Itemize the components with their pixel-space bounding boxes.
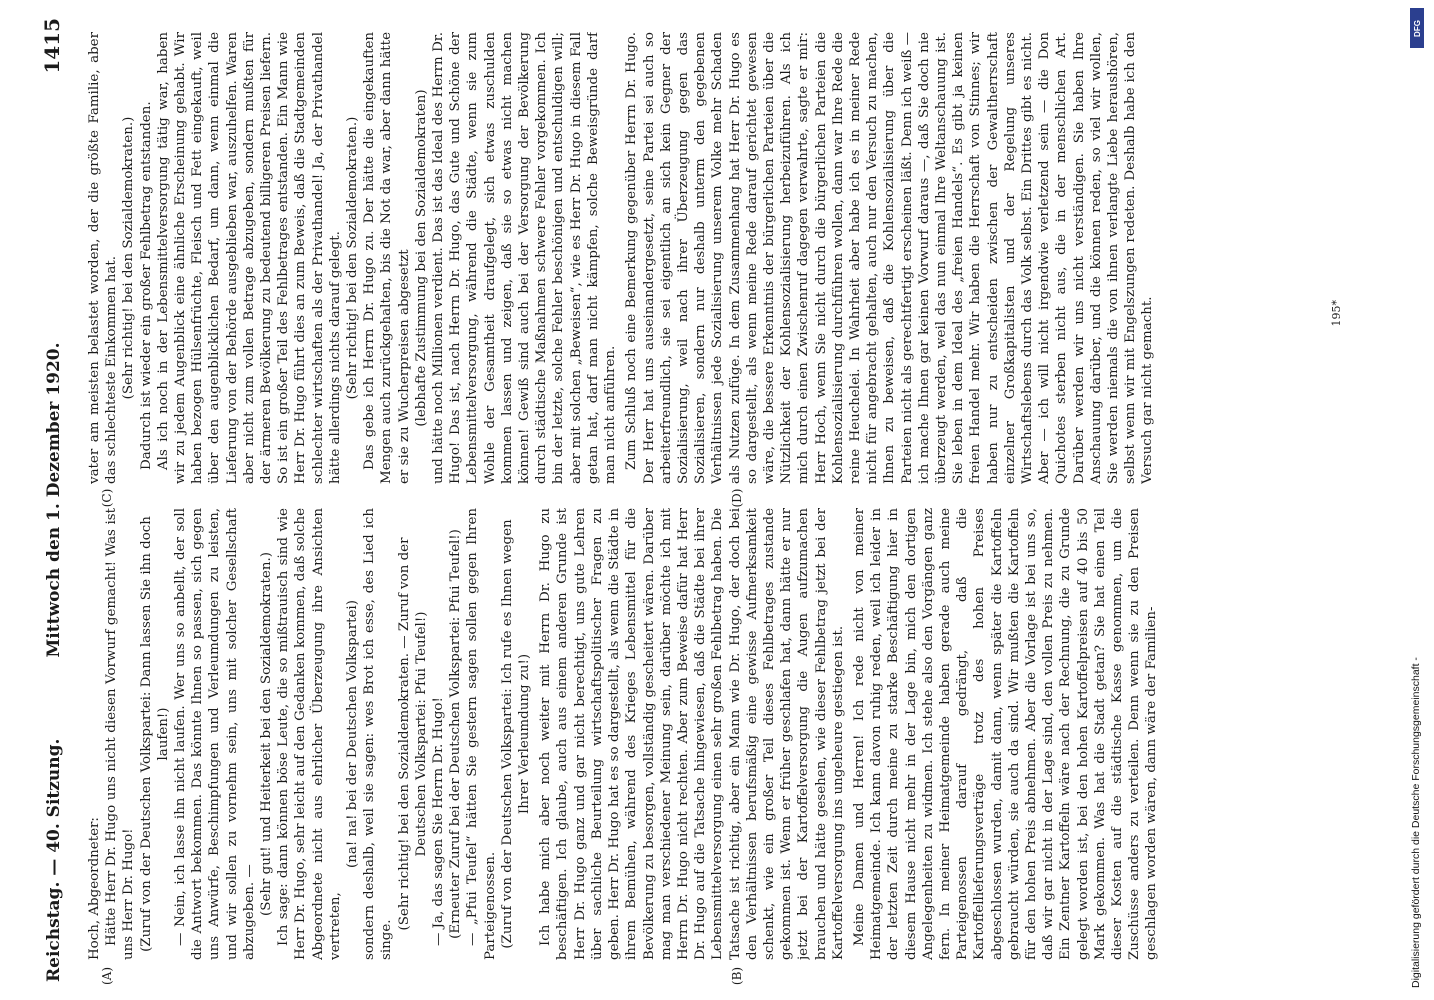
paragraph: — „Pfui Teufel“ hätten Sie gestern sagen sollen gegen Ihren Parteigenossen. <box>465 508 498 960</box>
interjection: (lebhafte Zustimmung bei den Sozialdemokraten) <box>413 89 429 427</box>
paragraph: sondern deshalb, weil sie sagen: wes Brot ich esse, des Lied ich singe. <box>362 508 395 960</box>
paragraph: Ich habe mich aber noch weiter mit Herrn Dr. Hugo zu beschäftigen. Ich glaube, auch aus einem anderen Grunde ist Herr Dr. Hugo ganz und gar nicht berechtigt, uns gute Lehren über sachliche Beurteilung wirtschaftspolitischer Fragen zu geben. Herr Dr. Hugo hat es so dargestellt, als wenn die Städte in ihrem Bemühen, während des Krieges Lebensmittel für die Bevölkerung zu besorgen, vollständig gescheitert wären. Darüber mag man verschiedener Meinung sein, darüber möchte ich mit Herrn Dr. Hugo nicht rechten. Aber zum Beweise dafür hat Herr Dr. Hugo auf die Tatsache hingewiesen, daß die Städte bei ihrer Lebensmittelversorgung einen sehr großen Fehlbetrag haben. Die Tatsache ist richtig, aber ein Mann wie Dr. Hugo, der doch bei den Verhältnissen berufsmäßig eine gewisse Aufmerksamkeit schenkt, wie ein großer Teil dieses Fehlbetrages zustande gekommen ist. Wenn er früher geschlafen hat, dann hätte er nur jetzt bei der Kartoffelversorgung die Augen aufzumachen brauchen und hätte gesehen, wie dieser Fehlbetrag jetzt bei der Kartoffelversorgung ins ungeheure gestiegen ist. <box>538 508 846 960</box>
interjection: (Zuruf von der Deutschen Volkspartei: Ich rufe es Ihnen wegen Ihrer Verleumdung zu!) <box>499 519 533 949</box>
page-number: 1415 <box>40 18 64 74</box>
rotated-page <box>30 0 1350 1000</box>
credit-text: Digitalisierung gefördert durch die Deutsche Forschungsgemeinschaft - <box>1410 657 1422 988</box>
margin-marker-a: (A) <box>100 966 114 986</box>
page-header <box>30 18 78 982</box>
paragraph: Meine Damen und Herren! Ich rede nicht von meiner Heimatgemeinde. Ich kann davon ruhig reden, weil ich leider in der letzten Zeit durch meine zu starke Beschäftigung hier in diesem Hause nicht mehr in der Lage bin, mich den dortigen Angelegenheiten zu widmen. Ich stehe also den Vorgängen ganz fern. In meiner Heimatgemeinde haben gerade auch meine Parteigenossen darauf gedrängt, daß die Kartoffellieferungsverträge trotz des hohen Preises abgeschlossen wurden, damit dann, wenn später die Kartoffeln gebraucht würden, sie auch da sind. Wir mußten die Kartoffeln für den hohen Preis abnehmen. Aber die Vorlage ist bei uns so, daß wir gar nicht in der Lage sind, den vollen Preis zu nehmen. Ein Zentner Kartoffeln wäre nach der Rechnung, die zu Grunde gelegt worden ist, bei den hohen Kartoffelpreisen auf 40 bis 50 Mark gekommen. Was hat die Stadt getan? Sie hat einen Teil dieser Kosten auf die städtische Kasse genommen, um die Zuschüsse anders zu verteilen. Denn wenn sie zu den Preisen geschlagen worden wären, dann wäre der Familien- <box>851 508 1160 960</box>
margin-marker-b: (B) <box>730 966 744 986</box>
paragraph: Als ich noch in der Lebensmittelversorgung tätig war, haben wir zu jedem Augenblick eine ähnliche Erscheinung gehabt. Wir haben bezogen Hülsenfrüchte, Fleisch und Fett eingekauft, weil über den augenblicklichen Bedarf, um dann, wenn einmal die Lieferung von der Behörde ausgeblieben war, auszuhelfen. Waren aber nicht zum vollen Betrage abzugeben, sondern mußten für der ärmeren Bevölkerung zu bedeutend billigeren Preisen liefern. So ist ein großer Teil des Fehlbetrages entstanden. Ein Mann wie Herr Dr. Hugo führt dies an zum Beweis, daß die Stadtgemeinden schlechter wirtschaften als der Privathandel! Ja, der Privathandel hätte allerdings nichts darauf gelegt. <box>155 32 343 484</box>
interjection: (Sehr richtig! bei den Sozialdemokraten.) <box>345 116 361 400</box>
digitization-credit <box>1408 8 1430 992</box>
header-date: Mittwoch den 1. Dezember 1920. <box>44 342 64 658</box>
paragraph: Das gebe ich Herrn Dr. Hugo zu. Der hätte die eingekauften Mengen auch zurückgehalten, bis die Not da war, aber dann hätte er sie zu Wucherpreisen abgesetzt <box>362 32 412 484</box>
interjection: (Zuruf von der Deutschen Volkspartei: Dann lassen Sie ihn doch laufen!) <box>138 516 171 952</box>
interjection: (Sehr richtig! bei den Sozialdemokraten.) <box>121 116 137 400</box>
paragraph: und hätte noch Millionen verdient. Das ist das Ideal des Herrn Dr. Hugo! Das ist, nach Herrn Dr. Hugo, das Gute und Schöne der Lebensmittelversorgung, während die Städte, wenn sie zum Wohle der Gesamtheit draufgelegt, sich etwas zuschulden kommen lassen und zeigen, daß sie so etwas nicht machen können! Gewiß sind auch bei der Versorgung der Bevölkerung durch städtische Maßnahmen schwere Fehler vorgekommen. Ich bin der letzte, solche Fehler beschönigen und entschuldigen will; aber mit solchen „Beweisen“, wie es Herr Dr. Hugo in diesem Fall getan hat, darf man nicht kämpfen, solche Beweisgründe darf man nicht anführen. <box>431 32 619 484</box>
paragraph: — Nein, ich lasse ihn nicht laufen. Wer uns so anbellt, der soll die Antwort bekommen. Das könnte Ihnen so passen, sich gegen uns Anwürfe, Beschimpfungen und Verleumdungen zu leisten, und wir sollen zu vornehm sein, uns mit solcher Gesellschaft abzugeben. — <box>173 508 257 960</box>
speaker-line: Hoch, Abgeordneter: <box>87 817 102 960</box>
right-text-column <box>86 32 1326 484</box>
interjection: (Erneuter Zuruf bei der Deutschen Volkspartei: Pfui Teufel!) <box>448 529 464 939</box>
paragraph: vater am meisten belastet worden, der die größte Familie, aber das schlechteste Einkommen hat. <box>87 32 120 484</box>
paragraph: Hätte Herr Dr. Hugo uns nicht diesen Vorwurf gemacht! Was ist uns Herr Dr. Hugo! <box>104 508 137 960</box>
interjection: (na! na! bei der Deutschen Volkspartei) <box>345 600 361 868</box>
paragraph: — Ja, das sagen Sie Herrn Dr. Hugo! <box>431 697 447 946</box>
margin-marker-c: (C) <box>100 488 114 508</box>
margin-marker-d: (D) <box>730 488 744 508</box>
header-left-title: Reichstag. — 40. Sitzung. <box>44 738 64 982</box>
paragraph: Ich sage: dann können böse Leute, die so mißtrauisch sind wie Herr Dr. Hugo, sehr leicht auf den Gedanken kommen, daß solche Abgeordnete nicht aus ehrlicher Überzeugung ihre Ansichten vertreten, <box>276 508 343 960</box>
interjection: (Sehr richtig! bei den Sozialdemokraten. — Zuruf von der Deutschen Volkspartei: Pfui Teufel!) <box>396 537 429 931</box>
interjection: (Sehr gut! und Heiterkeit bei den Sozialdemokraten.) <box>259 552 275 916</box>
left-text-column <box>86 508 1326 960</box>
dfg-logo: DFG <box>1410 8 1424 48</box>
paragraph: Dadurch ist wieder ein großer Fehlbetrag entstanden. <box>138 101 154 470</box>
page-footer-signature: 195* <box>1330 300 1343 327</box>
paragraph: Zum Schluß noch eine Bemerkung gegenüber Herrn Dr. Hugo. Der Herr hat uns auseinandergesetzt, seine Partei sei auch so arbeiterfreundlich, sie sei eigentlich an sich kein Gegner der Sozialisierung, weil nach ihrer Überzeugung gegen das Sozialisieren, sondern nur deshalb unterm den gegebenen Verhältnissen jede Sozialisierung unserem Volke mehr Schaden als Nutzen zufüge. In dem Zusammenhang hat Herr Dr. Hugo es so dargestellt, als wenn meine Rede darauf gerichtet gewesen wäre, die bessere Erkenntnis der bürgerlichen Parteien über die Nützlichkeit der Kohlensozialisierung herbeizuführen. Als ich mich durch einen Zwischenruf dagegen verwahrte, sagte er mir: Herr Hoch, wenn Sie nicht durch die bürgerlichen Parteien die Kohlensozialisierung durchführen wollen, dann war Ihre Rede die reine Heuchelei. In Wahrheit aber habe ich es in meiner Rede nicht für angebracht gehalten, auch nur den Versuch zu machen, Ihnen zu beweisen, daß die Kohlensozialisierung über die Parteien nicht als gerechtfertigt erscheinen läßt. Denn ich weiß — ich mache Ihnen gar keinen Vorwurf daraus —, daß Sie doch nie überzeugt werden, weil das nun einmal Ihre Weltanschauung ist. Sie leben in dem Ideal des „freien Handels“. Es gibt ja keinen freien Handel mehr. Wir haben die Herrschaft von Stinnes; wir haben nur zu entscheiden zwischen der Gewaltherrschaft einzelner Großkapitalisten und der Regelung unseres Wirtschaftslebens durch das Volk selbst. Ein Drittes gibt es nicht. Aber — ich will nicht irgendwie verletzend sein — die Don Quichotes sterben nicht aus, die in der menschlichen Art. Darüber werden wir uns nicht verständigen. Sie haben Ihre Anschauung darüber, und die können reden, so viel wir wollen, Sie werden niemals die von ihnen verlangte Liebe heraushören, selbst wenn wir mit Engelszungen redeten. Deshalb habe ich den Versuch gar nicht gemacht. <box>624 32 1156 484</box>
